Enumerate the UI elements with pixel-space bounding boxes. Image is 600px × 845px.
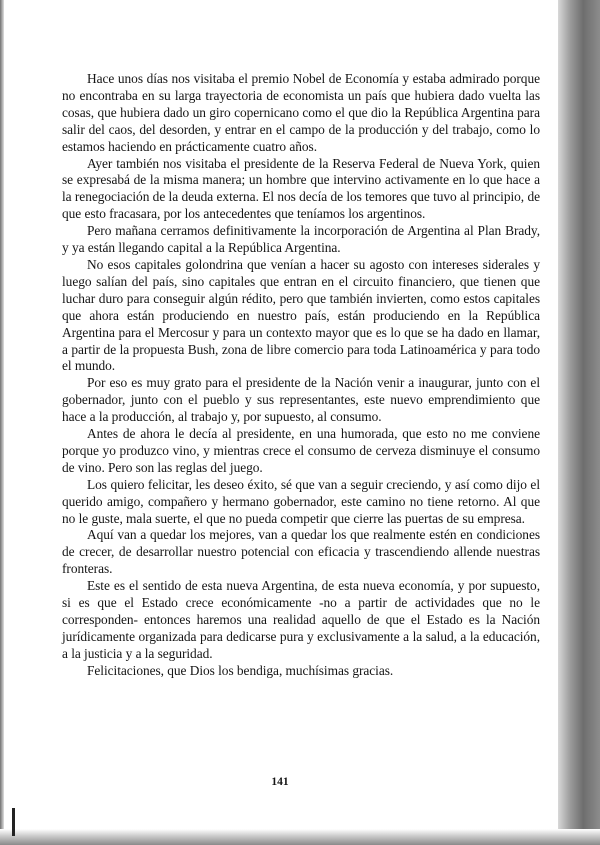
paragraph: Este es el sentido de esta nueva Argentina, de esta nueva economía, y por supuesto, si es que el Estado crece económicamente -no a partir de actividades que no le corresponden- entonces haremos una realidad aquello de que el Estado es la Nación jurídicamente organizada para dedicarse pura y exclusivamente a la salud, a la educación, a la justicia y a la seguridad. — [62, 578, 540, 661]
paragraph: Pero mañana cerramos definitivamente la incorporación de Argentina al Plan Brady, y ya están llegando capital a la República Argentina. — [62, 223, 540, 256]
page-number: 141 — [271, 776, 289, 788]
paragraph: Ayer también nos visitaba el presidente de la Reserva Federal de Nueva York, quien se expresabá de la misma manera; un hombre que intervino activamente en lo que hace a la renegociación de la deuda externa. El nos decía de los temores que tuvo al principio, de que esto fracasara, por los antecedentes que teníamos los argentinos. — [62, 155, 540, 222]
paragraph: Por eso es muy grato para el presidente de la Nación venir a inaugurar, junto con el gobernador, junto con el pueblo y sus representantes, este nuevo emprendimiento que hace a la producción, al trabajo y, por supuesto, al consumo. — [62, 375, 540, 425]
paragraph: Aquí van a quedar los mejores, van a quedar los que realmente estén en condiciones de crecer, de desarrollar nuestro potencial con eficacia y trascendiendo allende nuestras fronteras. — [62, 527, 540, 577]
paragraph: Felicitaciones, que Dios los bendiga, muchísimas gracias. — [87, 662, 394, 678]
scan-edge-bottom — [0, 829, 600, 845]
paragraph: Hace unos días nos visitaba el premio Nobel de Economía y estaba admirado porque no encontraba en su larga trayectoria de economista un país que hubiera dado vuelta las cosas, que hubiera dado un giro copernicano como el que dio la República Argentina para salir del caos, del desorden, y entrar en el campo de la producción y del trabajo, como lo estamos haciendo en prácticamente cuatro años. — [62, 71, 540, 154]
crop-mark — [12, 808, 15, 836]
page-body — [62, 71, 540, 680]
scan-edge-left — [0, 0, 4, 845]
scan-edge-right — [558, 0, 600, 845]
paragraph: No esos capitales golondrina que venían a hacer su agosto con intereses siderales y luego salían del país, sino capitales que entran en el circuito financiero, que tienen que luchar duro para conseguir algún rédito, pero que también invierten, como estos capitales que ahora están produciendo en nuestro país, están produciendo en la República Argentina para el Mercosur y para un contexto mayor que es lo que se ha dado en llamar, a partir de la propuesta Bush, zona de libre comercio para toda Latinoamérica y para todo el mundo. — [62, 256, 540, 374]
paragraph: Los quiero felicitar, les deseo éxito, sé que van a seguir creciendo, y así como dijo el querido amigo, compañero y hermano gobernador, este camino no tiene retorno. Al que no le guste, mala suerte, el que no pueda competir que cierre las puertas de su empresa. — [62, 476, 540, 526]
paragraph: Antes de ahora le decía al presidente, en una humorada, que esto no me conviene porque yo produzco vino, y mientras crece el consumo de cerveza disminuye el consumo de vino. Pero son las reglas del juego. — [62, 426, 540, 475]
